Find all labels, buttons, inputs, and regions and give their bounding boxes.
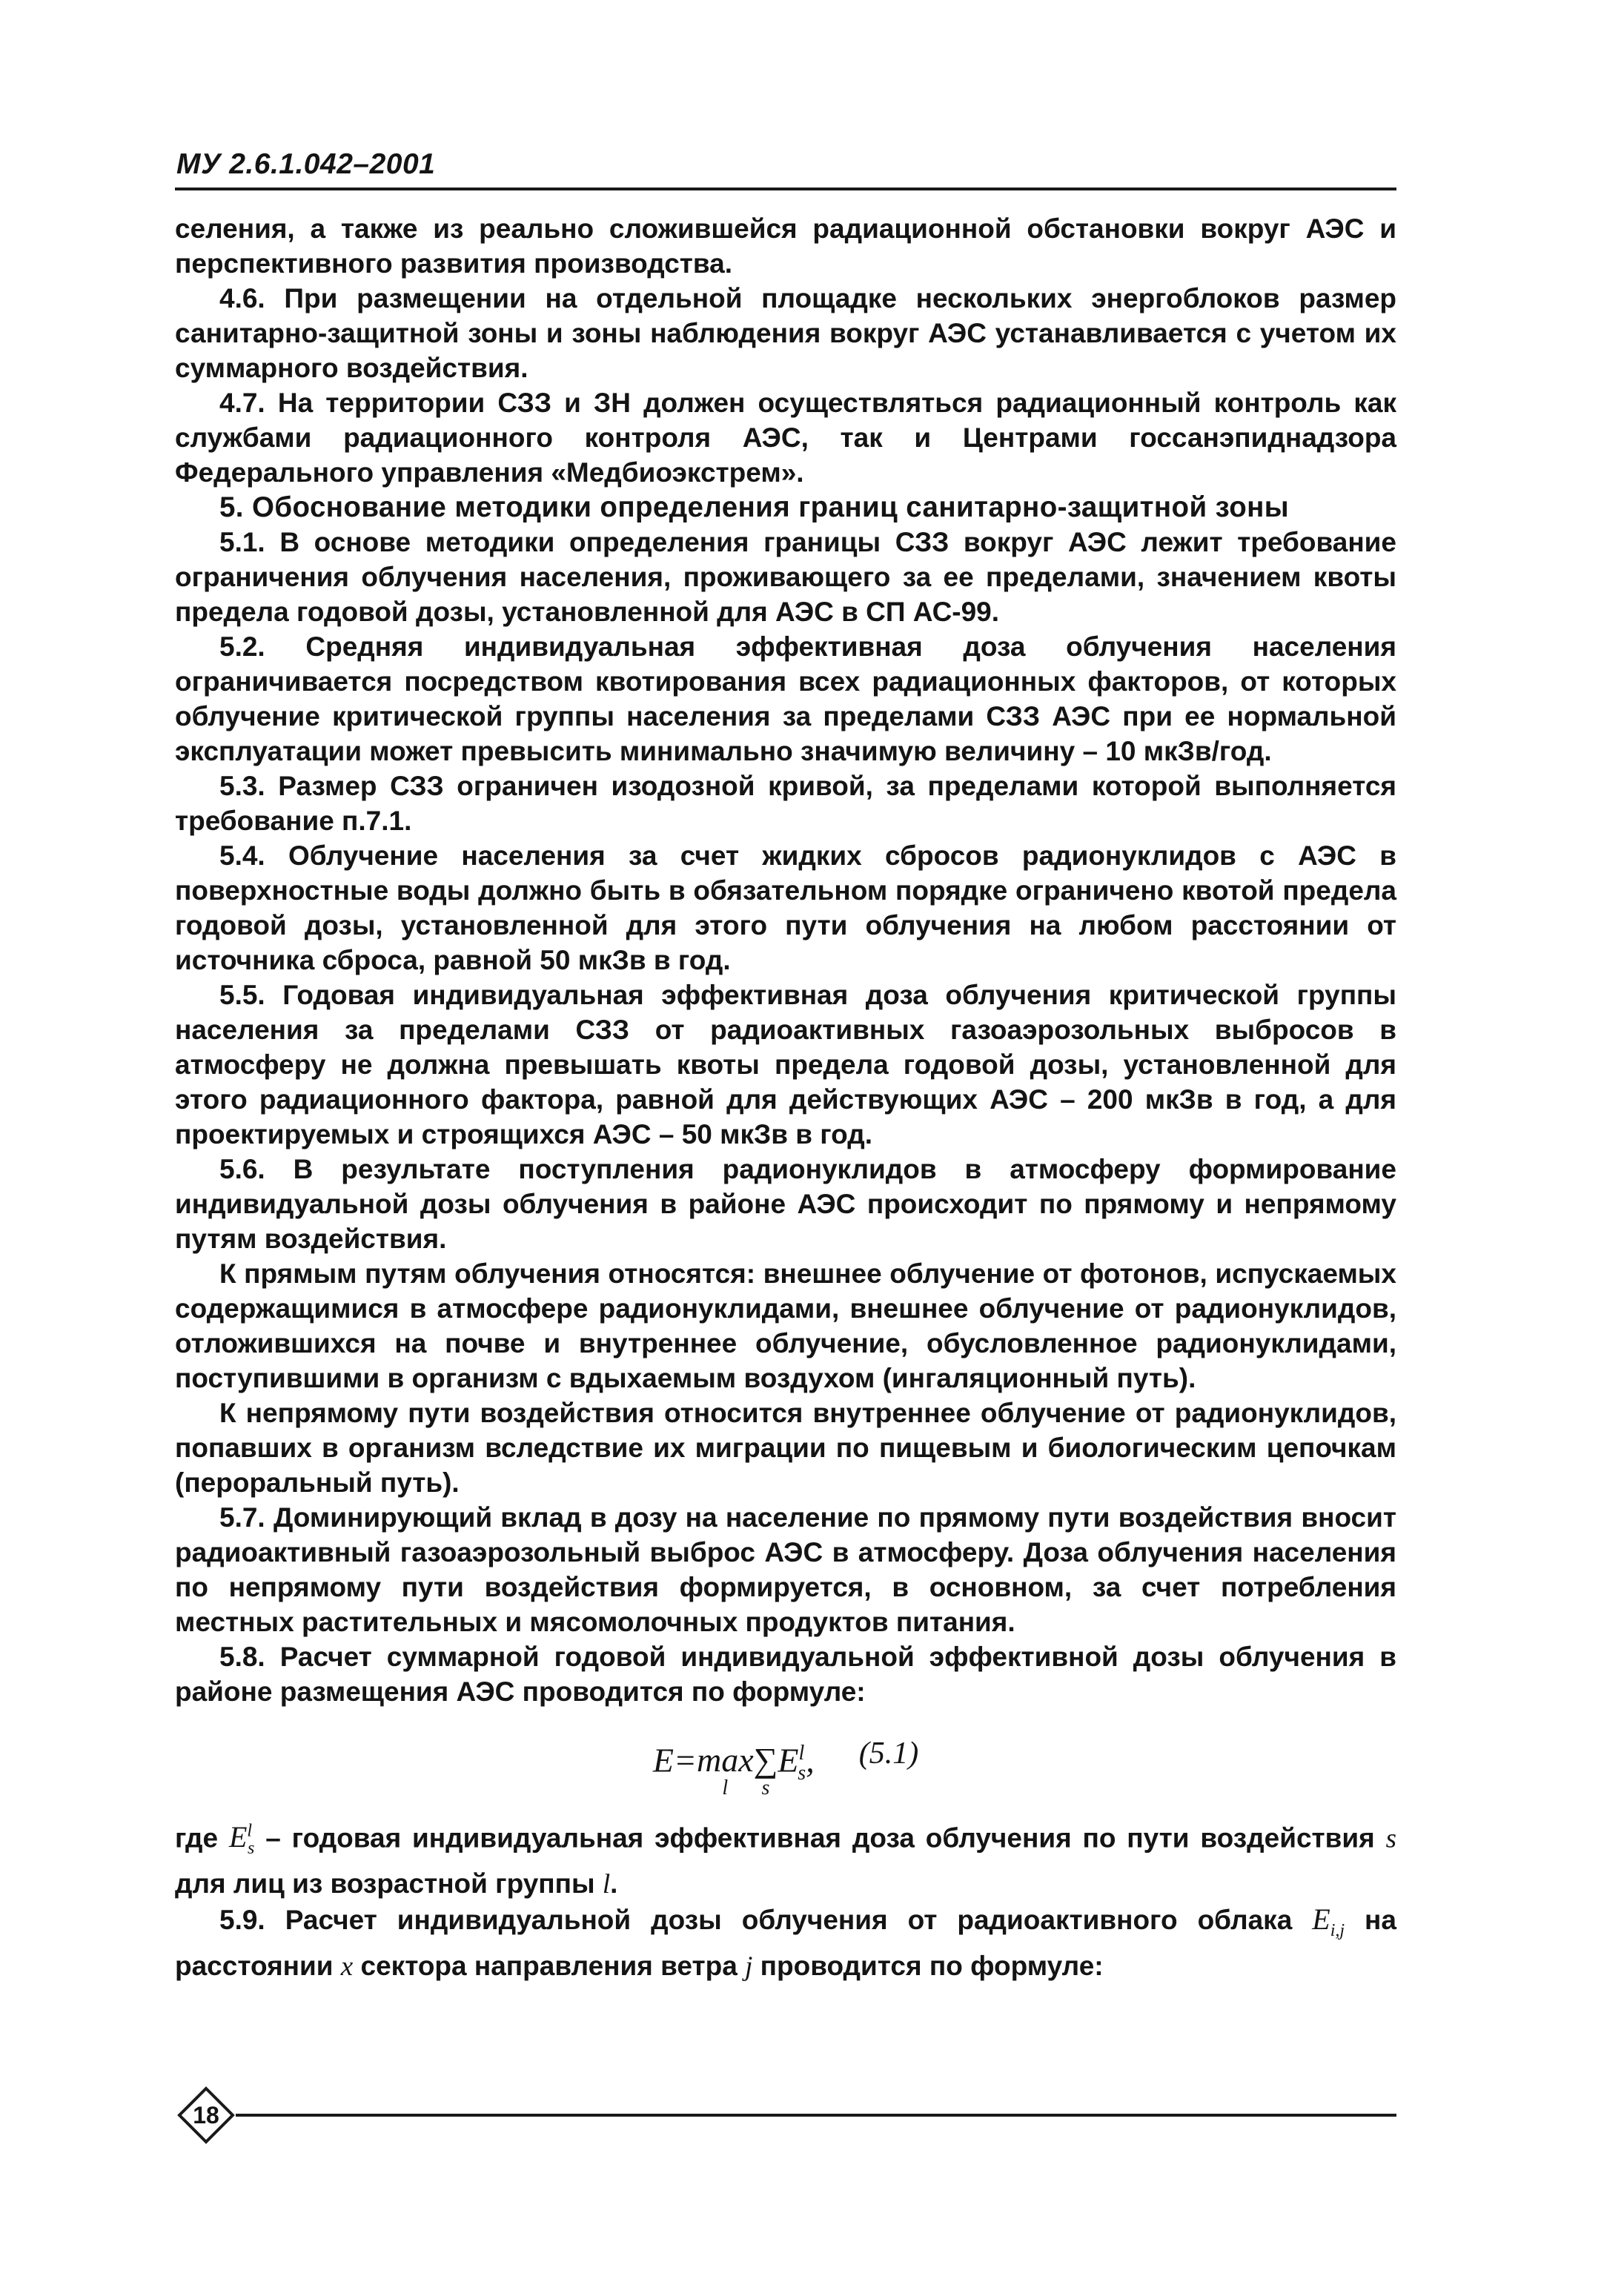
paragraph-5-9 xyxy=(175,1902,1396,1984)
formula-term-base: E xyxy=(778,1741,799,1779)
formula-sum-operator xyxy=(753,1739,778,1800)
p59-symbol-subscript: i,j xyxy=(1330,1921,1345,1941)
formula-max: max xyxy=(696,1741,754,1779)
p59-var-x: x xyxy=(340,1951,354,1983)
paragraph-5-6-direct-paths: К прямым путям облучения относятся: внешнее облучение от фотонов, испускаемых содержащимися в атмосфере радионуклидами, внешнее облучение от радионуклидов, отложившихся на почве и внутреннее облучение, обусловленное радионуклидами, поступившими в организм с вдыхаемым воздухом (ингаляционный путь). xyxy=(175,1258,1396,1393)
where-symbol xyxy=(228,1820,255,1859)
section-5-heading: 5. Обоснование методики определения границ санитарно-защитной зоны xyxy=(219,491,1290,523)
page-number: 18 xyxy=(193,2102,219,2129)
p59-var-j: j xyxy=(745,1951,753,1983)
paragraph-4-6: 4.6. При размещении на отдельной площадке нескольких энергоблоков размер санитарно-защитной зоны и зоны наблюдения вокруг АЭС устанавливается с учетом их суммарного воздействия. xyxy=(175,283,1396,383)
paragraph-where xyxy=(175,1814,1396,1902)
paragraph-5-2: 5.2. Средняя индивидуальная эффективная доза облучения населения ограничивается посредством квотирования всех радиационных факторов, от которых облучение критической группы населения за пределами СЗЗ АЭС при ее нормальной эксплуатации может превысить минимально значимую величину – 10 мкЗв/год. xyxy=(175,631,1396,766)
formula-5-1 xyxy=(175,1733,1396,1814)
page-number-badge xyxy=(176,2086,236,2145)
paragraph-5-4: 5.4. Облучение населения за счет жидких сбросов радионуклидов с АЭС в поверхностные воды должно быть в обязательном порядке ограничено квотой предела годовой дозы, установленной для этого пути облучения на любом расстоянии от источника сброса, равной 50 мкЗв в год. xyxy=(175,840,1396,975)
formula-equals: = xyxy=(673,1741,697,1779)
paragraph-continuation: селения, а также из реально сложившейся радиационной обстановки вокруг АЭС и перспективного развития производства. xyxy=(175,213,1396,279)
where-symbol-base: E xyxy=(228,1820,248,1854)
where-symbol-subscript: s xyxy=(248,1839,255,1859)
header-rule xyxy=(175,188,1396,190)
p59-symbol xyxy=(1312,1902,1345,1941)
formula-number: (5.1) xyxy=(858,1736,919,1771)
formula-sum: ∑ xyxy=(753,1741,778,1779)
where-symbol-superscript: l xyxy=(247,1822,253,1841)
formula-term-subscript: s xyxy=(798,1761,806,1785)
p59-text-4: проводится по формуле: xyxy=(752,1951,1104,1982)
formula-lhs: E xyxy=(652,1741,674,1779)
paragraph-5-3: 5.3. Размер СЗЗ ограничен изодозной кривой, за пределами которой выполняется требование п.7.1. xyxy=(175,771,1396,836)
where-text-1: – годовая индивидуальная эффективная доза облучения по пути воздействия xyxy=(254,1822,1386,1854)
paragraph-5-5: 5.5. Годовая индивидуальная эффективная доза облучения критической группы населения за пределами СЗЗ от радиоактивных газоаэрозольных выбросов в атмосферу не должна превышать квоты предела годовой дозы, установленной для этого радиационного фактора, равной для действующих АЭС – 200 мкЗв в год, а для проектируемых и строящихся АЭС – 50 мкЗв в год. xyxy=(175,980,1396,1149)
where-var-s: s xyxy=(1385,1823,1397,1854)
paragraph-5-6: 5.6. В результате поступления радионуклидов в атмосферу формирование индивидуальной дозы облучения в районе АЭС происходит по прямому и непрямому путям воздействия. xyxy=(175,1154,1396,1254)
paragraph-4-7: 4.7. На территории СЗЗ и ЗН должен осуществляться радиационный контроль как службами радиационного контроля АЭС, так и Центрами госсанэпиднадзора Федерального управления «Медбиоэкстрем». xyxy=(175,388,1396,488)
paragraph-5-6-indirect-path: К непрямому пути воздействия относится внутреннее облучение от радионуклидов, попавших в организм вследствие их миграции по пищевым и биологическим цепочкам (пероральный путь). xyxy=(175,1398,1396,1498)
where-var-l: l xyxy=(602,1869,611,1900)
document-code: МУ 2.6.1.042–2001 xyxy=(176,148,436,180)
where-prefix: где xyxy=(175,1822,219,1854)
where-text-3: . xyxy=(610,1868,618,1900)
paragraph-5-7: 5.7. Доминирующий вклад в дозу на население по прямому пути воздействия вносит радиоактивный газоаэрозольный выброс АЭС в атмосферу. Доза облучения населения по непрямому пути воздействия формируется, в основном, за счет потребления местных растительных и мясомолочных продуктов питания. xyxy=(175,1502,1396,1637)
formula-max-subscript: l xyxy=(722,1776,729,1800)
paragraph-5-8: 5.8. Расчет суммарной годовой индивидуальной эффективной дозы облучения в районе размещения АЭС проводится по формуле: xyxy=(175,1642,1396,1707)
p59-text-2: на расстоянии xyxy=(175,1905,1396,1982)
paragraph-5-1: 5.1. В основе методики определения границы СЗЗ вокруг АЭС лежит требование ограничения облучения населения, проживающего за ее пределами, значением квоты предела годовой дозы, установленной для АЭС в СП АС-99. xyxy=(175,527,1396,627)
p59-text-1: 5.9. Расчет индивидуальной дозы облучения от радиоактивного облака xyxy=(219,1905,1313,1936)
formula-comma: , xyxy=(806,1741,815,1779)
page-body xyxy=(175,211,1396,1984)
p59-symbol-base: E xyxy=(1312,1902,1330,1937)
formula-term-superscript: l xyxy=(798,1742,805,1765)
p59-text-3: сектора направления ветра xyxy=(353,1951,746,1982)
formula-max-operator xyxy=(696,1739,754,1800)
formula-sum-subscript: s xyxy=(761,1776,770,1800)
where-text-2: для лиц из возрастной группы xyxy=(175,1868,603,1900)
footer-rule xyxy=(236,2114,1396,2117)
formula-expression xyxy=(652,1733,815,1800)
